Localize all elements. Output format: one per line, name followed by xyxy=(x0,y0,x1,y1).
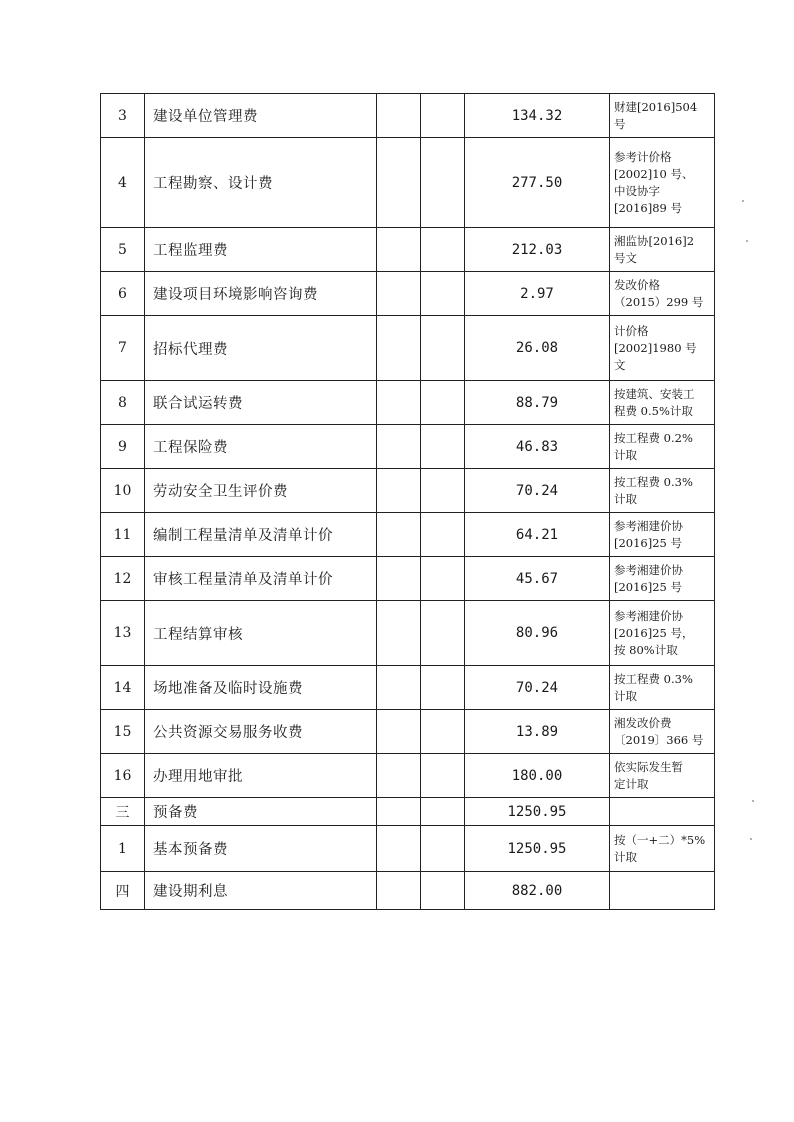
table-row xyxy=(101,469,715,513)
basis-note-line: 按建筑、安装工 xyxy=(614,386,695,401)
item-name-cell: 预备费 xyxy=(145,798,377,826)
row-number-cell: 11 xyxy=(101,513,145,557)
basis-note-line: [2016]25 号 xyxy=(614,535,683,550)
item-name-cell: 工程保险费 xyxy=(145,425,377,469)
cost-table xyxy=(100,93,715,910)
amount-cell: 2.97 xyxy=(465,272,610,316)
item-name-cell: 场地准备及临时设施费 xyxy=(145,666,377,710)
empty-cell xyxy=(421,272,465,316)
basis-note-line: [2016]89 号 xyxy=(614,200,683,215)
table-row xyxy=(101,425,715,469)
empty-cell xyxy=(377,798,421,826)
basis-note-cell xyxy=(610,666,715,710)
table-row xyxy=(101,826,715,872)
empty-cell xyxy=(377,601,421,666)
row-number-cell: 四 xyxy=(101,872,145,910)
scan-speck xyxy=(742,200,744,202)
empty-cell xyxy=(377,316,421,381)
empty-cell xyxy=(421,228,465,272)
table-row xyxy=(101,513,715,557)
empty-cell xyxy=(421,94,465,138)
amount-cell: 45.67 xyxy=(465,557,610,601)
amount-cell: 80.96 xyxy=(465,601,610,666)
amount-cell: 180.00 xyxy=(465,754,610,798)
basis-note-cell xyxy=(610,710,715,754)
basis-note-cell xyxy=(610,381,715,425)
table-row xyxy=(101,710,715,754)
basis-note-line: （2015）299 号 xyxy=(614,294,704,309)
basis-note-line: 参考湘建价协 xyxy=(614,608,683,623)
amount-cell: 134.32 xyxy=(465,94,610,138)
basis-note-cell xyxy=(610,826,715,872)
item-name-cell: 公共资源交易服务收费 xyxy=(145,710,377,754)
empty-cell xyxy=(421,754,465,798)
table-row xyxy=(101,138,715,228)
empty-cell xyxy=(421,666,465,710)
empty-cell xyxy=(377,381,421,425)
empty-cell xyxy=(421,381,465,425)
basis-note-line: 参考计价格 xyxy=(614,149,672,164)
basis-note-cell xyxy=(610,601,715,666)
basis-note-line: 程费 0.5%计取 xyxy=(614,403,693,418)
scan-speck xyxy=(746,240,748,242)
basis-note-line: 参考湘建价协 xyxy=(614,518,683,533)
basis-note-line: 依实际发生暂 xyxy=(614,759,683,774)
empty-cell xyxy=(377,513,421,557)
amount-cell: 882.00 xyxy=(465,872,610,910)
amount-cell: 13.89 xyxy=(465,710,610,754)
amount-cell: 212.03 xyxy=(465,228,610,272)
basis-note-line: 湘监协[2016]2 xyxy=(614,233,695,248)
empty-cell xyxy=(421,513,465,557)
row-number-cell: 16 xyxy=(101,754,145,798)
table-row xyxy=(101,798,715,826)
empty-cell xyxy=(377,872,421,910)
row-number-cell: 7 xyxy=(101,316,145,381)
basis-note-line: 定计取 xyxy=(614,776,649,791)
item-name-cell: 劳动安全卫生评价费 xyxy=(145,469,377,513)
table-row xyxy=(101,228,715,272)
basis-note-line: 按 80%计取 xyxy=(614,642,678,657)
basis-note-cell xyxy=(610,228,715,272)
table-row xyxy=(101,316,715,381)
empty-cell xyxy=(421,316,465,381)
basis-note-line: 计取 xyxy=(614,491,637,506)
basis-note-line: 湘发改价费 xyxy=(614,715,672,730)
item-name-cell: 工程监理费 xyxy=(145,228,377,272)
scan-speck xyxy=(750,838,752,840)
row-number-cell: 6 xyxy=(101,272,145,316)
empty-cell xyxy=(421,138,465,228)
item-name-cell: 建设单位管理费 xyxy=(145,94,377,138)
basis-note-line: 参考湘建价协 xyxy=(614,562,683,577)
basis-note-line: 号文 xyxy=(614,250,637,265)
empty-cell xyxy=(377,228,421,272)
table-row xyxy=(101,754,715,798)
basis-note-line: [2002]1980 号 xyxy=(614,340,697,355)
basis-note-line: 计取 xyxy=(614,849,637,864)
basis-note-line: [2016]25 号 xyxy=(614,579,683,594)
empty-cell xyxy=(421,469,465,513)
basis-note-line: [2016]25 号， xyxy=(614,625,694,640)
row-number-cell: 3 xyxy=(101,94,145,138)
empty-cell xyxy=(377,710,421,754)
empty-cell xyxy=(377,666,421,710)
row-number-cell: 13 xyxy=(101,601,145,666)
row-number-cell: 5 xyxy=(101,228,145,272)
amount-cell: 1250.95 xyxy=(465,826,610,872)
empty-cell xyxy=(377,826,421,872)
item-name-cell: 办理用地审批 xyxy=(145,754,377,798)
scan-speck xyxy=(752,800,754,802)
empty-cell xyxy=(421,872,465,910)
basis-note-line: 计取 xyxy=(614,688,637,703)
basis-note-cell xyxy=(610,754,715,798)
item-name-cell: 建设项目环境影响咨询费 xyxy=(145,272,377,316)
row-number-cell: 1 xyxy=(101,826,145,872)
row-number-cell: 15 xyxy=(101,710,145,754)
amount-cell: 70.24 xyxy=(465,469,610,513)
basis-note-cell xyxy=(610,557,715,601)
empty-cell xyxy=(421,425,465,469)
basis-note-cell xyxy=(610,94,715,138)
basis-note-cell xyxy=(610,872,715,910)
empty-cell xyxy=(421,826,465,872)
empty-cell xyxy=(377,94,421,138)
empty-cell xyxy=(421,557,465,601)
item-name-cell: 联合试运转费 xyxy=(145,381,377,425)
basis-note-line: 计取 xyxy=(614,447,637,462)
amount-cell: 88.79 xyxy=(465,381,610,425)
empty-cell xyxy=(377,272,421,316)
basis-note-line: 〔2019〕366 号 xyxy=(614,732,704,747)
item-name-cell: 基本预备费 xyxy=(145,826,377,872)
table-row xyxy=(101,381,715,425)
item-name-cell: 工程结算审核 xyxy=(145,601,377,666)
table-row xyxy=(101,272,715,316)
basis-note-line: 中设协字 xyxy=(614,183,660,198)
amount-cell: 46.83 xyxy=(465,425,610,469)
table-row xyxy=(101,666,715,710)
basis-note-cell xyxy=(610,469,715,513)
table-row xyxy=(101,872,715,910)
row-number-cell: 10 xyxy=(101,469,145,513)
row-number-cell: 9 xyxy=(101,425,145,469)
basis-note-cell xyxy=(610,425,715,469)
item-name-cell: 建设期利息 xyxy=(145,872,377,910)
table-row xyxy=(101,601,715,666)
basis-note-line: 计价格 xyxy=(614,323,649,338)
basis-note-cell xyxy=(610,513,715,557)
item-name-cell: 招标代理费 xyxy=(145,316,377,381)
basis-note-line: 号 xyxy=(614,116,626,131)
item-name-cell: 审核工程量清单及清单计价 xyxy=(145,557,377,601)
basis-note-line: 按工程费 0.3% xyxy=(614,671,693,686)
empty-cell xyxy=(377,425,421,469)
basis-note-line: 按工程费 0.3% xyxy=(614,474,693,489)
basis-note-cell xyxy=(610,138,715,228)
basis-note-line: 按（一+二）*5% xyxy=(614,832,706,847)
row-number-cell: 三 xyxy=(101,798,145,826)
basis-note-cell xyxy=(610,798,715,826)
basis-note-line: 财建[2016]504 xyxy=(614,99,698,114)
amount-cell: 277.50 xyxy=(465,138,610,228)
row-number-cell: 14 xyxy=(101,666,145,710)
empty-cell xyxy=(377,469,421,513)
empty-cell xyxy=(421,798,465,826)
amount-cell: 64.21 xyxy=(465,513,610,557)
basis-note-cell xyxy=(610,272,715,316)
basis-note-line: [2002]10 号、 xyxy=(614,166,694,181)
empty-cell xyxy=(377,557,421,601)
row-number-cell: 12 xyxy=(101,557,145,601)
amount-cell: 1250.95 xyxy=(465,798,610,826)
item-name-cell: 编制工程量清单及清单计价 xyxy=(145,513,377,557)
basis-note-line: 文 xyxy=(614,357,626,372)
basis-note-line: 发改价格 xyxy=(614,277,660,292)
row-number-cell: 4 xyxy=(101,138,145,228)
basis-note-line: 按工程费 0.2% xyxy=(614,430,693,445)
basis-note-cell xyxy=(610,316,715,381)
cost-table-body xyxy=(101,94,715,910)
row-number-cell: 8 xyxy=(101,381,145,425)
empty-cell xyxy=(421,601,465,666)
amount-cell: 70.24 xyxy=(465,666,610,710)
amount-cell: 26.08 xyxy=(465,316,610,381)
empty-cell xyxy=(421,710,465,754)
empty-cell xyxy=(377,754,421,798)
item-name-cell: 工程勘察、设计费 xyxy=(145,138,377,228)
empty-cell xyxy=(377,138,421,228)
table-row xyxy=(101,557,715,601)
table-row xyxy=(101,94,715,138)
